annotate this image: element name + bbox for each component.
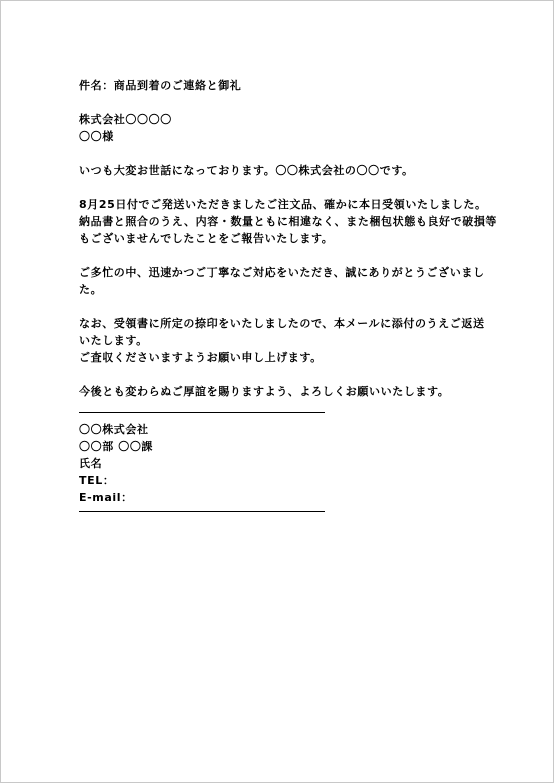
spacer — [79, 94, 479, 111]
subject-line: 件名：商品到着のご連絡と御礼 — [79, 79, 242, 92]
signature-bottom-rule — [79, 511, 325, 512]
paragraph-line: た。 — [79, 283, 103, 296]
spacer — [79, 247, 479, 264]
signature-tel-label: TEL： — [79, 474, 115, 487]
paragraph-return — [79, 315, 485, 366]
signature-department: 〇〇部 〇〇課 — [79, 440, 154, 453]
signature-company: 〇〇株式会社 — [79, 423, 149, 436]
signature-block — [79, 421, 479, 506]
signature-email-label: E-mail： — [79, 491, 133, 504]
paragraph-thanks — [79, 264, 485, 298]
paragraph-line: いたします。 — [79, 334, 148, 347]
paragraph-line: 今後とも変わらぬご厚誼を賜りますよう、よろしくお願いいたします。 — [79, 385, 450, 398]
paragraph-line: ご多忙の中、迅速かつご丁寧なご対応をいただき、誠にありがとうございまし — [79, 266, 485, 279]
paragraph-line: もございませんでしたことをご報告いたします。 — [79, 232, 334, 245]
paragraph-line: ご査収くださいますようお願い申し上げます。 — [79, 351, 322, 364]
spacer — [79, 298, 479, 315]
paragraph-receipt — [79, 196, 498, 247]
paragraph-closing — [79, 383, 479, 400]
paragraph-line: なお、受領書に所定の捺印をいたしましたので、本メールに添付のうえご返送 — [79, 317, 485, 330]
paragraph-line: 納品書と照合のうえ、内容・数量ともに相違なく、また梱包状態も良好で破損等 — [79, 215, 498, 228]
spacer — [79, 145, 479, 162]
greeting-line: いつも大変お世話になっております。〇〇株式会社の〇〇です。 — [79, 164, 414, 177]
email-body — [79, 77, 498, 512]
spacer — [79, 366, 479, 383]
paragraph-line: 8月25日付でご発送いただきましたご注文品、確かに本日受領いたしました。 — [79, 198, 487, 211]
recipient-company: 株式会社〇〇〇〇 — [79, 113, 172, 126]
spacer — [79, 179, 479, 196]
signature-top-rule — [79, 412, 325, 413]
signature-name-label: 氏名 — [79, 457, 103, 470]
recipient-name: 〇〇様 — [79, 130, 114, 143]
